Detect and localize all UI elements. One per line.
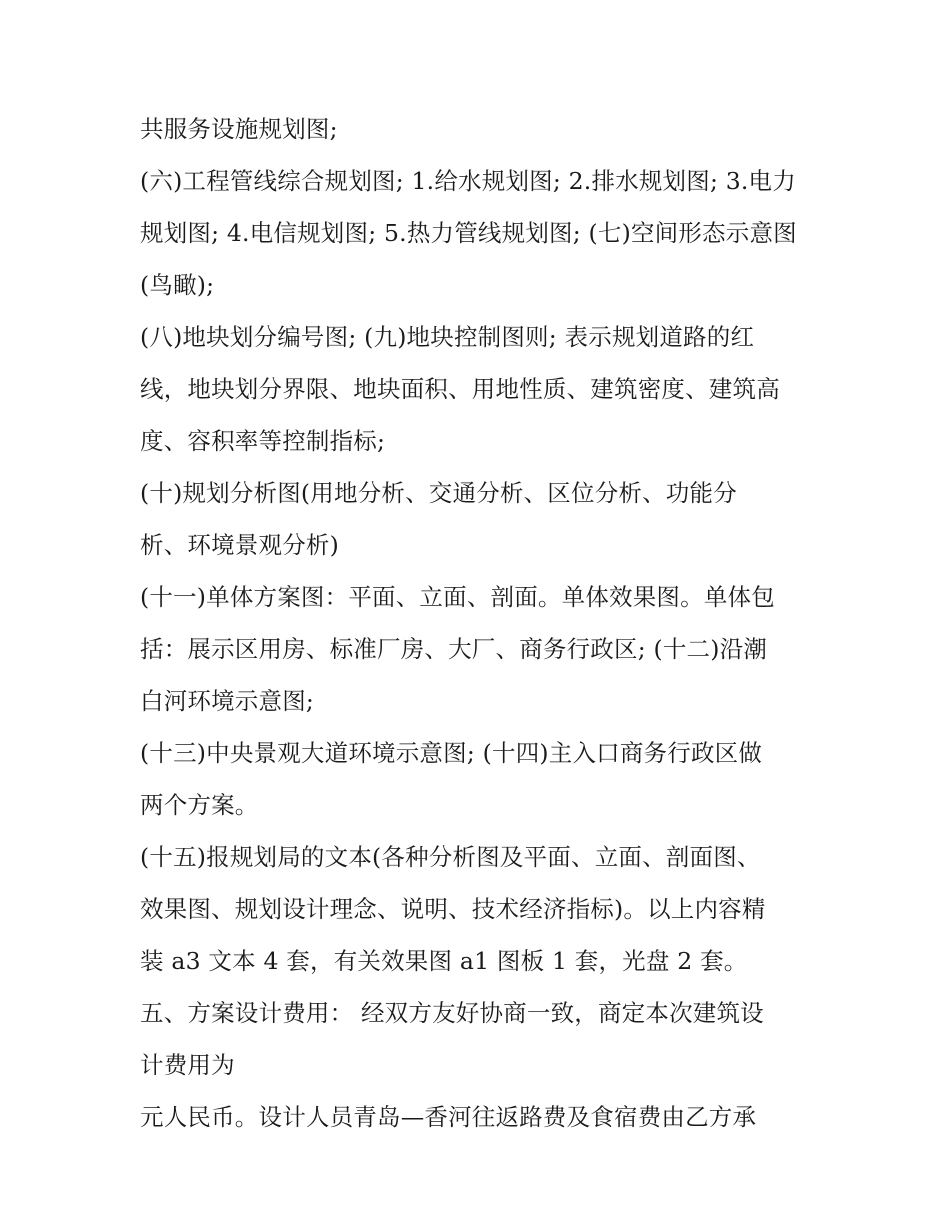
- text-line: (十)规划分析图(用地分析、交通分析、区位分析、功能分: [140, 479, 737, 507]
- text-line: (六)工程管线综合规划图; 1.给水规划图; 2.排水规划图; 3.电力: [140, 167, 796, 195]
- text-line: (十一)单体方案图：平面、立面、剖面。单体效果图。单体包: [140, 583, 775, 611]
- text-line: 计费用为: [140, 1051, 235, 1079]
- document-body: [140, 103, 820, 1143]
- text-line: 两个方案。: [140, 791, 259, 819]
- text-line: 效果图、规划设计理念、说明、技术经济指标)。以上内容精: [140, 895, 766, 923]
- text-line: (鸟瞰);: [140, 271, 215, 299]
- text-line: 元人民币。设计人员青岛—香河往返路费及食宿费由乙方承: [140, 1103, 757, 1131]
- text-line: 白河环境示意图;: [140, 687, 315, 715]
- text-line: 析、环境景观分析): [140, 531, 339, 559]
- text-line: 度、容积率等控制指标;: [140, 427, 386, 455]
- text-line: 装 a3 文本 4 套，有关效果图 a1 图板 1 套，光盘 2 套。: [140, 947, 748, 975]
- text-line: 规划图; 4.电信规划图; 5.热力管线规划图; (七)空间形态示意图: [140, 219, 797, 247]
- text-line: (十五)报规划局的文本(各种分析图及平面、立面、剖面图、: [140, 843, 761, 871]
- text-line: 五、方案设计费用： 经双方友好协商一致，商定本次建筑设: [140, 999, 764, 1027]
- text-line: (十三)中央景观大道环境示意图; (十四)主入口商务行政区做: [140, 739, 763, 767]
- text-line: (八)地块划分编号图; (九)地块控制图则; 表示规划道路的红: [140, 323, 755, 351]
- text-line: 共服务设施规划图;: [140, 115, 338, 143]
- text-line: 括：展示区用房、标准厂房、大厂、商务行政区; (十二)沿潮: [140, 635, 768, 663]
- text-line: 线，地块划分界限、地块面积、用地性质、建筑密度、建筑高: [140, 375, 780, 403]
